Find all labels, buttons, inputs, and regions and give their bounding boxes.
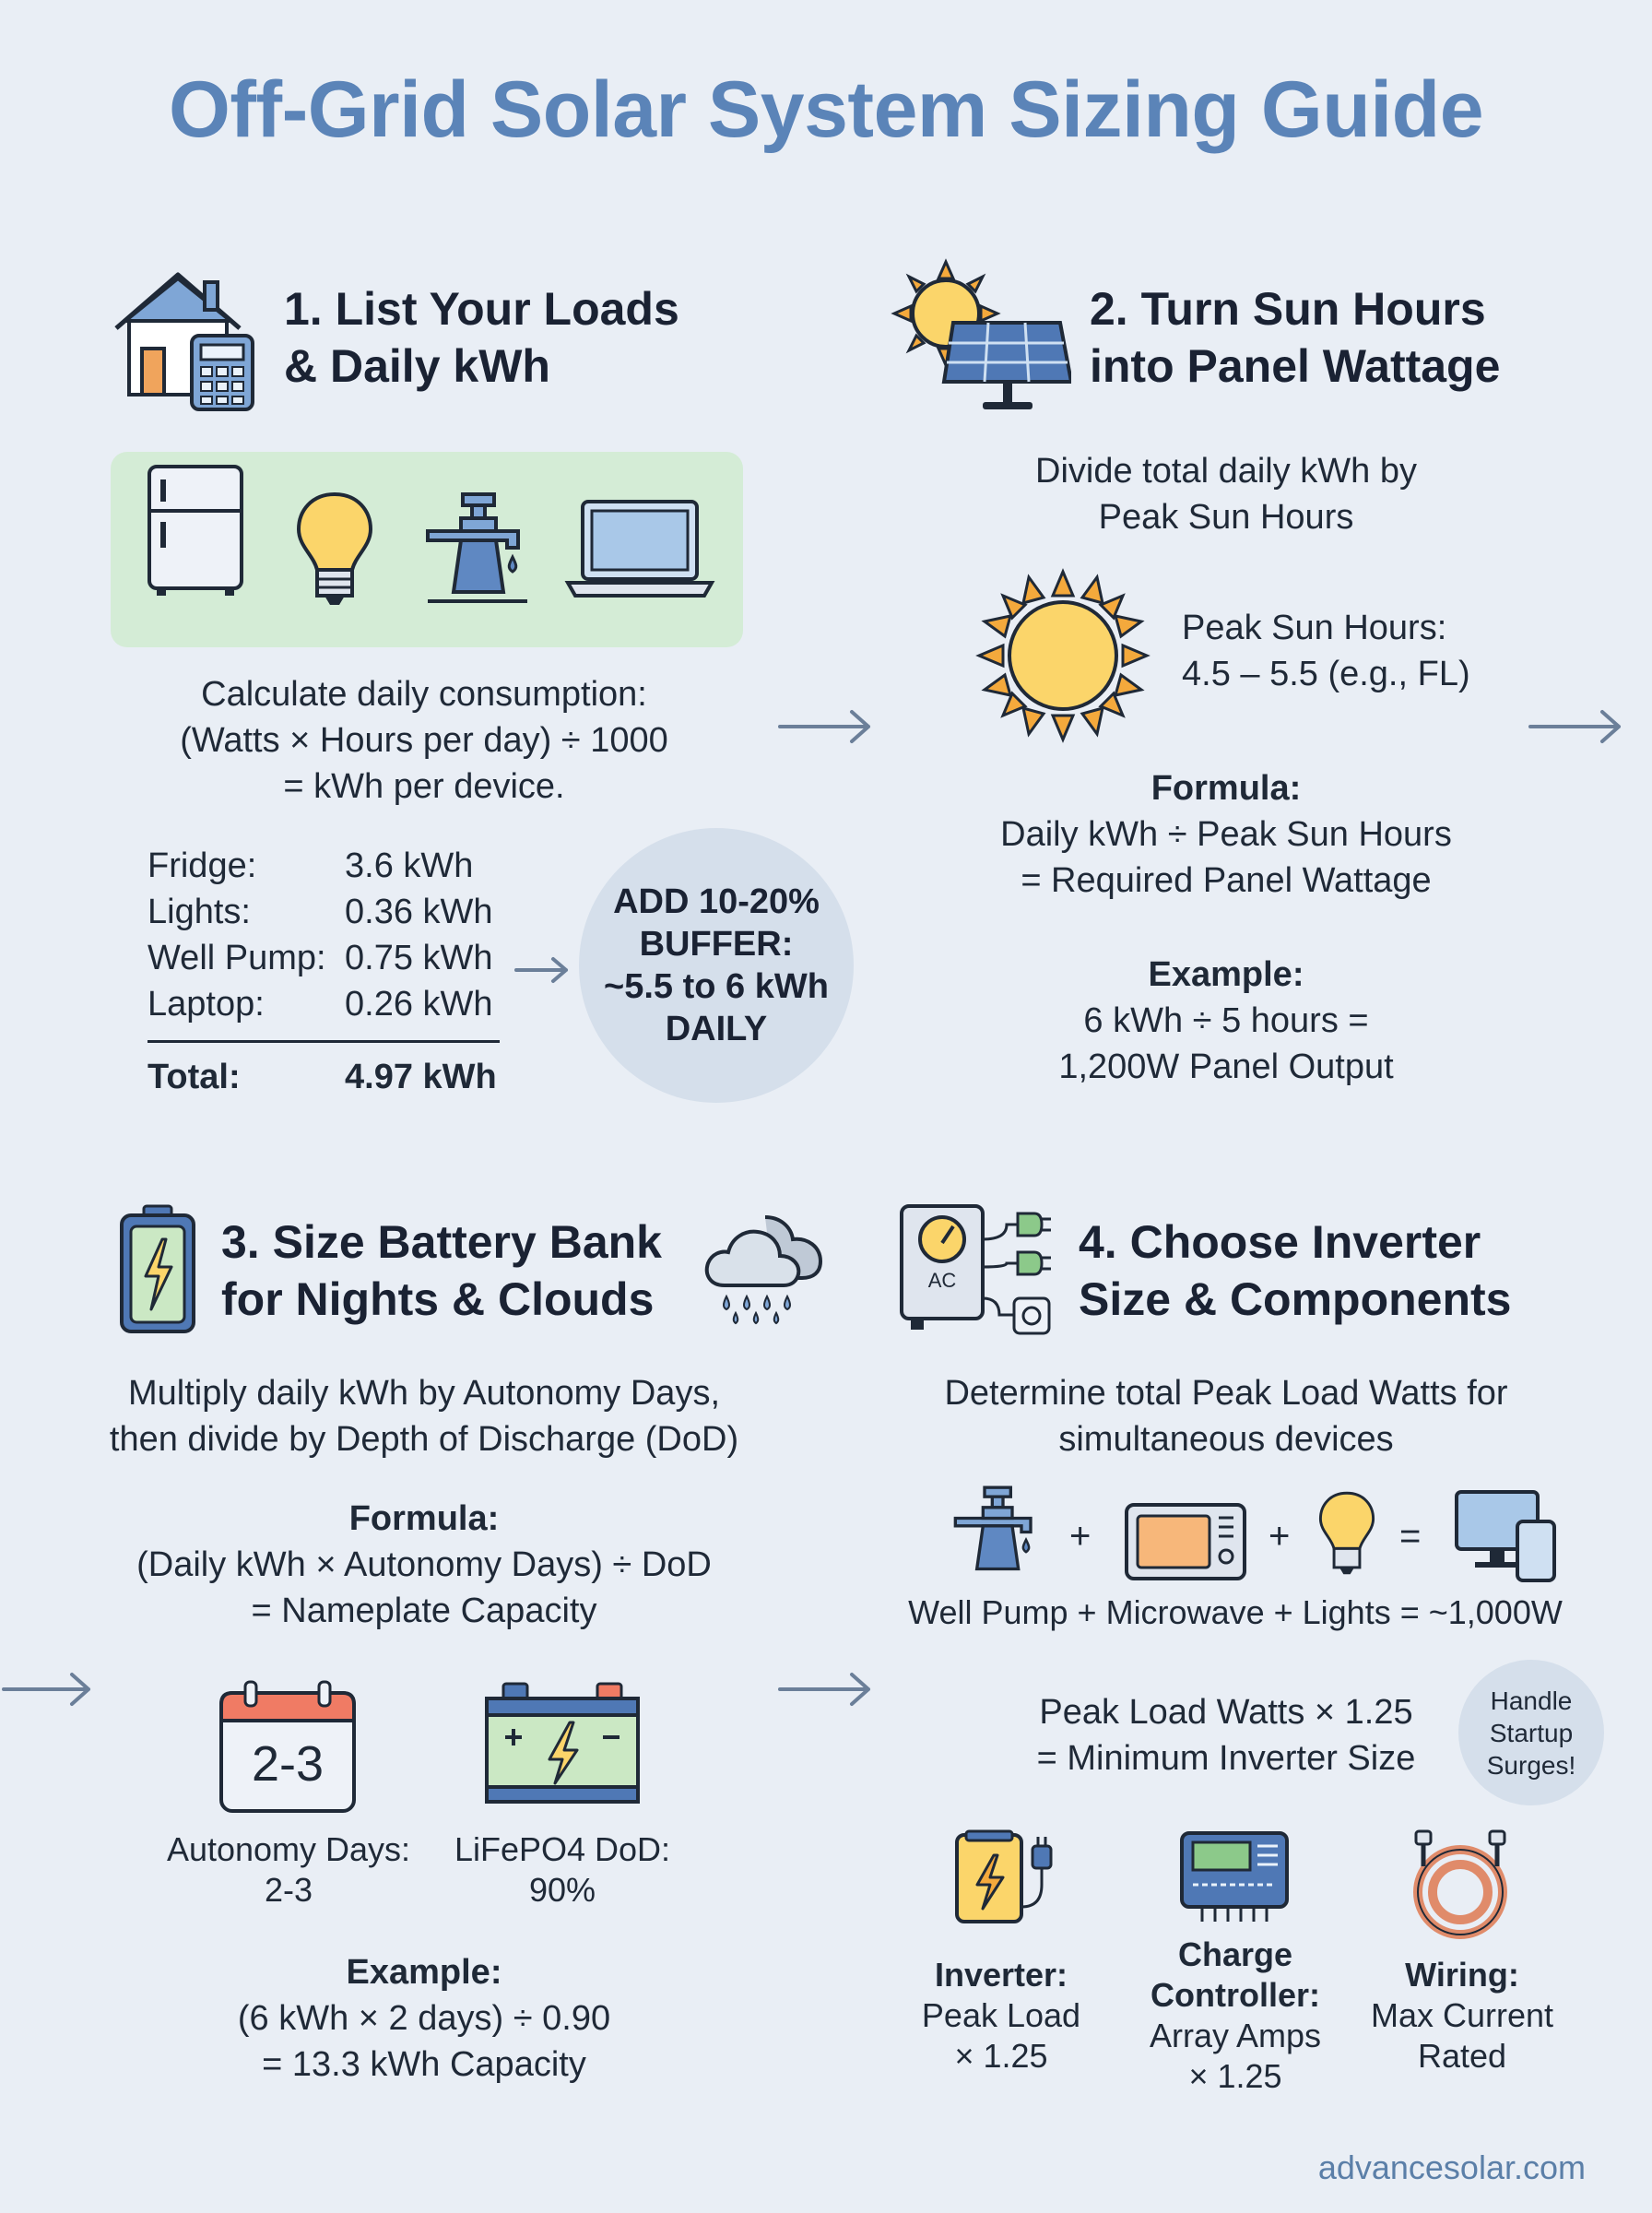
light-bulb-icon bbox=[293, 491, 376, 610]
ac-meter-plugs-icon bbox=[898, 1202, 1060, 1341]
peak-load-sum: Well Pump + Microwave + Lights = ~1,000W bbox=[908, 1593, 1563, 1631]
load-name: Well Pump: bbox=[148, 939, 326, 977]
microwave-icon bbox=[1123, 1501, 1248, 1584]
section3-example bbox=[55, 1949, 793, 2088]
surge-line2: Startup bbox=[1489, 1718, 1574, 1747]
peak-sun-hours bbox=[1182, 605, 1569, 697]
buffer-line1: ADD 10-20% bbox=[613, 882, 820, 921]
section3-description bbox=[55, 1370, 793, 1462]
wiring-line1: Max Current bbox=[1370, 1996, 1554, 2034]
laptop-icon bbox=[564, 498, 715, 601]
section3-desc-line2: then divide by Depth of Discharge (DoD) bbox=[109, 1420, 739, 1459]
section1-title-line1: 1. List Your Loads bbox=[284, 283, 679, 335]
section2-desc-line2: Peak Sun Hours bbox=[1098, 498, 1354, 537]
load-value: 0.75 kWh bbox=[345, 939, 493, 977]
arrow-right-icon bbox=[0, 1667, 98, 1711]
total-label: Total: bbox=[148, 1058, 241, 1096]
plus-sign: + bbox=[1069, 1516, 1092, 1556]
section4-title-line2: Size & Components bbox=[1079, 1273, 1512, 1325]
buffer-line2: BUFFER: bbox=[639, 925, 794, 964]
section4-description bbox=[885, 1370, 1567, 1462]
formula-line2: = Nameplate Capacity bbox=[251, 1592, 597, 1630]
section4-title-line1: 4. Choose Inverter bbox=[1079, 1216, 1481, 1268]
plus-sign: + bbox=[1268, 1516, 1291, 1556]
section1-desc-line2: (Watts × Hours per day) ÷ 1000 bbox=[180, 721, 668, 760]
section1-desc-line1: Calculate daily consumption: bbox=[201, 675, 647, 714]
example-line2: 1,200W Panel Output bbox=[1058, 1047, 1394, 1086]
section3-title-line2: for Nights & Clouds bbox=[221, 1273, 655, 1325]
arrow-right-icon bbox=[513, 952, 573, 988]
arrow-right-icon bbox=[776, 704, 878, 749]
buffer-bubble bbox=[579, 828, 854, 1103]
load-value: 3.6 kWh bbox=[345, 846, 474, 885]
total-value: 4.97 kWh bbox=[345, 1058, 497, 1096]
autonomy-label: Autonomy Days: bbox=[166, 1830, 411, 1868]
inverter-icon bbox=[953, 1829, 1055, 1944]
min-line1: Peak Load Watts × 1.25 bbox=[1039, 1693, 1413, 1732]
formula-line1: (Daily kWh × Autonomy Days) ÷ DoD bbox=[136, 1545, 712, 1584]
section1-title-line2: & Daily kWh bbox=[284, 340, 550, 392]
inverter-component bbox=[900, 1955, 1103, 2077]
total-row bbox=[148, 1054, 507, 1100]
load-row bbox=[148, 981, 507, 1027]
section4-title bbox=[1079, 1213, 1613, 1328]
house-calculator-icon bbox=[109, 264, 258, 413]
page-title: Off-Grid Solar System Sizing Guide bbox=[168, 65, 1484, 154]
fridge-icon bbox=[144, 463, 247, 598]
inverter-line1: Peak Load bbox=[921, 1996, 1081, 2034]
section2-example bbox=[922, 952, 1530, 1090]
section4-desc-line1: Determine total Peak Load Watts for bbox=[944, 1374, 1508, 1413]
example-line1: (6 kWh × 2 days) ÷ 0.90 bbox=[237, 1999, 611, 2038]
load-name: Lights: bbox=[148, 893, 251, 931]
section2-title-line1: 2. Turn Sun Hours bbox=[1090, 283, 1486, 335]
section1-title bbox=[284, 280, 726, 395]
well-pump-icon bbox=[948, 1483, 1040, 1586]
section3-title bbox=[221, 1213, 701, 1328]
section3-formula bbox=[55, 1496, 793, 1634]
charge-controller-component bbox=[1125, 1935, 1346, 2097]
footer-website[interactable]: advancesolar.com bbox=[1317, 2148, 1586, 2186]
lifepo4-dod bbox=[424, 1829, 701, 1911]
example-label: Example: bbox=[346, 1953, 502, 1992]
section1-description bbox=[92, 671, 756, 810]
formula-label: Formula: bbox=[348, 1499, 500, 1538]
total-divider bbox=[148, 1040, 500, 1043]
battery-icon bbox=[116, 1202, 199, 1335]
cc-line1: Array Amps bbox=[1149, 2017, 1322, 2054]
calendar-text: 2-3 bbox=[251, 1736, 324, 1792]
cc-label2: Controller: bbox=[1150, 1976, 1320, 2014]
inverter-line2: × 1.25 bbox=[954, 2037, 1048, 2075]
dod-value: 90% bbox=[528, 1871, 596, 1909]
surge-line3: Surges! bbox=[1486, 1750, 1576, 1780]
dod-label: LiFePO4 DoD: bbox=[454, 1830, 671, 1868]
lifepo4-battery-icon bbox=[481, 1680, 643, 1809]
load-row bbox=[148, 935, 507, 981]
formula-line1: Daily kWh ÷ Peak Sun Hours bbox=[1000, 815, 1452, 854]
arrow-right-icon bbox=[1527, 704, 1628, 749]
load-name: Fridge: bbox=[148, 846, 257, 885]
surge-bubble bbox=[1458, 1660, 1604, 1805]
load-value: 0.36 kWh bbox=[345, 893, 493, 931]
load-value: 0.26 kWh bbox=[345, 985, 493, 1024]
charge-controller-icon bbox=[1178, 1829, 1291, 1925]
section2-title bbox=[1090, 280, 1606, 395]
formula-line2: = Required Panel Wattage bbox=[1021, 861, 1432, 900]
section4-desc-line2: simultaneous devices bbox=[1058, 1420, 1394, 1459]
load-row bbox=[148, 889, 507, 935]
section2-description bbox=[922, 448, 1530, 540]
arrow-right-icon bbox=[776, 1667, 878, 1711]
rain-cloud-icon bbox=[699, 1208, 828, 1328]
example-line2: = 13.3 kWh Capacity bbox=[262, 2045, 586, 2084]
ac-label: AC bbox=[927, 1269, 957, 1292]
minimum-inverter-size bbox=[1014, 1689, 1438, 1781]
calendar-icon bbox=[218, 1680, 358, 1815]
cc-label1: Charge bbox=[1177, 1935, 1293, 1973]
wiring-cable-icon bbox=[1405, 1826, 1516, 1940]
section2-formula bbox=[922, 765, 1530, 904]
buffer-line4: DAILY bbox=[665, 1010, 768, 1048]
wiring-label: Wiring: bbox=[1405, 1956, 1519, 1994]
sun-solar-panel-icon bbox=[891, 258, 1071, 417]
computer-devices-icon bbox=[1453, 1488, 1560, 1584]
example-label: Example: bbox=[1148, 955, 1304, 994]
section3-desc-line1: Multiply daily kWh by Autonomy Days, bbox=[127, 1374, 720, 1413]
wiring-component bbox=[1351, 1955, 1573, 2077]
autonomy-value: 2-3 bbox=[264, 1871, 313, 1909]
section1-desc-line3: = kWh per device. bbox=[283, 767, 565, 806]
well-pump-icon bbox=[419, 489, 529, 612]
equals-sign: = bbox=[1399, 1516, 1422, 1556]
psh-value: 4.5 – 5.5 (e.g., FL) bbox=[1182, 655, 1470, 693]
inverter-label: Inverter: bbox=[934, 1956, 1068, 1994]
section2-desc-line1: Divide total daily kWh by bbox=[1035, 452, 1417, 491]
example-line1: 6 kWh ÷ 5 hours = bbox=[1083, 1001, 1369, 1040]
min-line2: = Minimum Inverter Size bbox=[1036, 1739, 1416, 1778]
load-row bbox=[148, 843, 507, 889]
autonomy-days bbox=[148, 1829, 430, 1911]
light-bulb-icon bbox=[1316, 1488, 1377, 1580]
formula-label: Formula: bbox=[1150, 769, 1302, 808]
surge-line1: Handle bbox=[1490, 1686, 1573, 1715]
load-name: Laptop: bbox=[148, 985, 265, 1024]
sun-icon bbox=[975, 568, 1150, 743]
cc-line2: × 1.25 bbox=[1188, 2057, 1282, 2095]
buffer-line3: ~5.5 to 6 kWh bbox=[604, 967, 829, 1006]
section2-title-line2: into Panel Wattage bbox=[1090, 340, 1501, 392]
wiring-line2: Rated bbox=[1417, 2037, 1507, 2075]
section3-title-line1: 3. Size Battery Bank bbox=[221, 1216, 662, 1268]
psh-label: Peak Sun Hours: bbox=[1182, 609, 1447, 647]
loads-list bbox=[148, 843, 507, 1100]
